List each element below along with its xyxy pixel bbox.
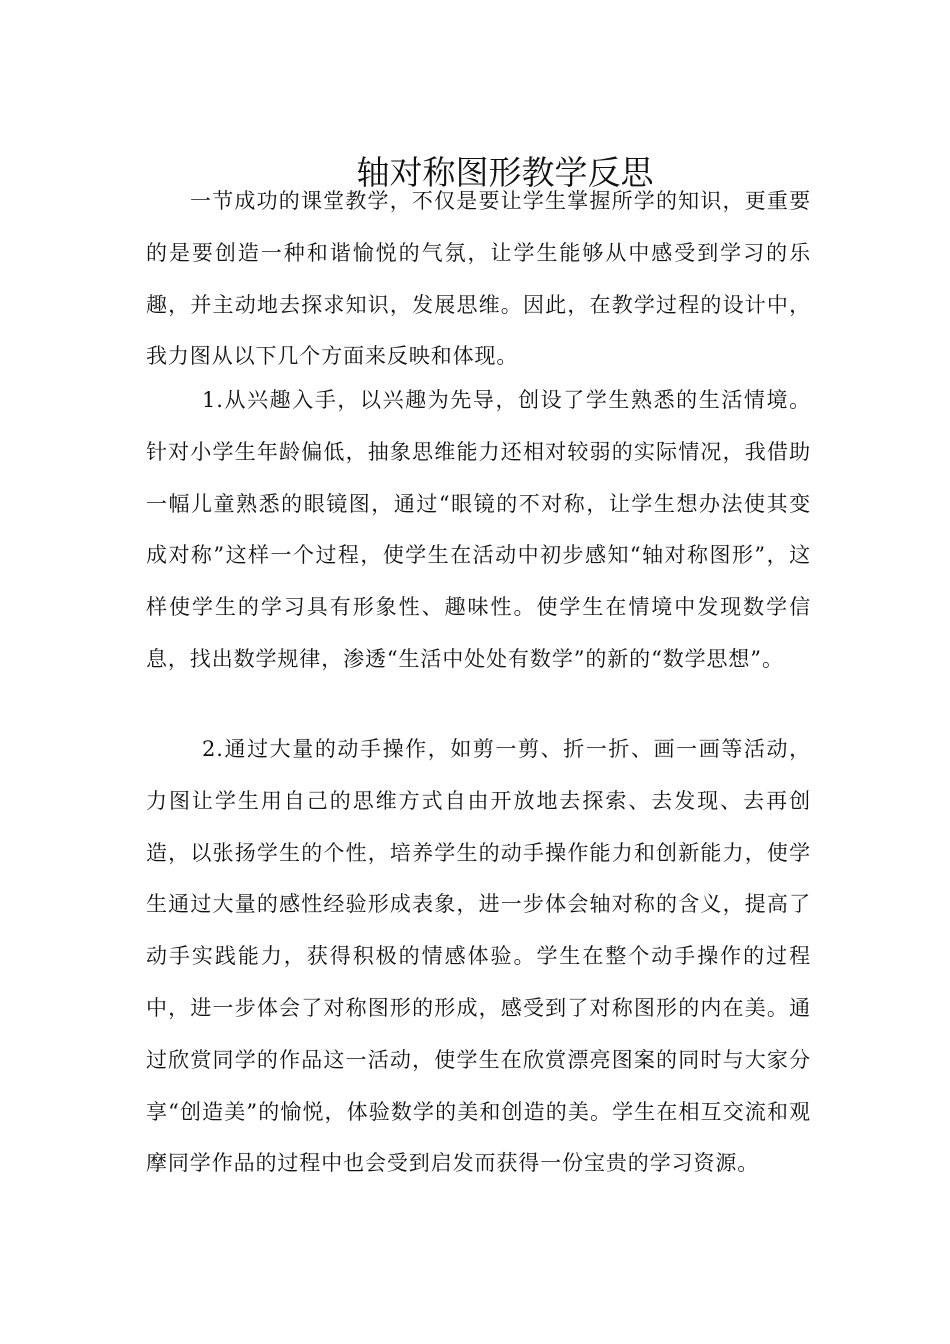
paragraph-intro: 一节成功的课堂教学，不仅是要让学生掌握所学的知识，更重要的是要创造一种和谐愉悦的气氛，让学生能够从中感受到学习的乐趣，并主动地去探求知识，发展思维。因此，在教学过程的设计中，我力图从以下几个方面来反映和体现。 — [146, 189, 811, 369]
paragraph-point-2: 2.通过大量的动手操作，如剪一剪、折一折、画一画等活动，力图让学生用自己的思维方式自由开放地去探索、去发现、去再创造，以张扬学生的个性，培养学生的动手操作能力和创新能力，使学生通过大量的感性经验形成表象，进一步体会轴对称的含义，提高了动手实践能力，获得积极的情感体验。学生在整个动手操作的过程中，进一步体会了对称图形的形成，感受到了对称图形的内在美。通过欣赏同学的作品这一活动，使学生在欣赏漂亮图案的同时与大家分享“创造美”的愉悦，体验数学的美和创造的美。学生在相互交流和观摩同学作品的过程中也会受到启发而获得一份宝贵的学习资源。 — [146, 737, 811, 1176]
paragraph-point-1: 1.从兴趣入手，以兴趣为先导，创设了学生熟悉的生活情境。针对小学生年龄偏低，抽象思维能力还相对较弱的实际情况，我借助一幅儿童熟悉的眼镜图，通过“眼镜的不对称，让学生想办法使其变成对称”这样一个过程，使学生在活动中初步感知“轴对称图形”，这样使学生的学习具有形象性、趣味性。使学生在情境中发现数学信息，找出数学规律，渗透“生活中处处有数学”的新的“数学思想”。 — [146, 388, 811, 671]
document-title: 轴对称图形教学反思 — [356, 153, 654, 193]
